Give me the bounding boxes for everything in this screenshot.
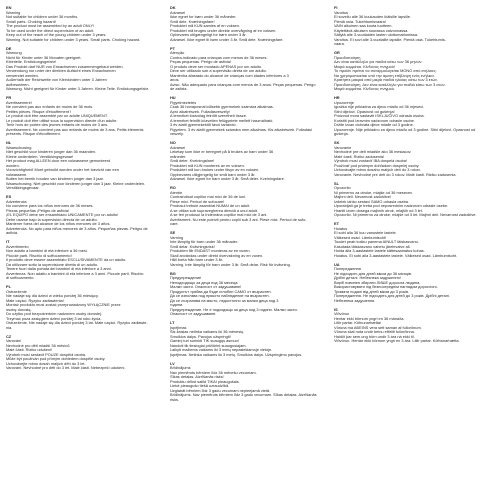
warning-text-line: verwendet werden.	[6, 73, 39, 78]
warning-text-line: VAIN aikuinen saa koota tuotteen.	[334, 24, 393, 28]
warning-text-line: Malé části. Riziko udušení!	[6, 348, 53, 352]
warning-text-line: Verstikkingsgevaar.	[6, 186, 40, 190]
warning-text-line: gušenja.	[334, 132, 349, 136]
warning-text-line: Aviso. Não adequado para crianças com menos de 3 anos. Peças pequenas. Perigo	[170, 82, 316, 87]
language-code: PL	[6, 284, 11, 289]
warning-text-line: Opozorilo. Ni primerno za otroke, mlajše od 3 let. Majhni deli. Nevarnost zadušitve.	[334, 213, 477, 217]
warning-text-line: Предупреждение	[170, 276, 202, 280]
column-1	[6, 6, 161, 496]
warning-text-line: To be used under the direct supervision of an adult.	[6, 28, 95, 33]
warning-text-line: Small parts. Choking hazard!	[6, 19, 56, 24]
warning-text-line: Oppbevares utilgjengelig for små barn under 3 år.	[170, 172, 256, 177]
language-code: IS	[334, 306, 338, 312]
language-block-hu	[170, 96, 325, 137]
warning-text-line: Voorzichtigheid! Moet gebruikt worden onder het toezicht van een	[6, 168, 119, 172]
warning-text-line: Дрібні деталі. Небезпека задушення!	[334, 276, 401, 280]
warning-text-line: Hoiatus	[334, 226, 348, 231]
warning-text-line: Hentar ekki börnum yngri en 36 mánaða.	[334, 316, 405, 321]
warning-text-line: Varning. Inte lämplig för barn under 3 år. Små delar. Risk för kvävning.	[170, 262, 291, 267]
warning-text-line: Deve ser utilizado sob a supervisão direta de um adulto.	[170, 69, 267, 73]
language-code: DK	[170, 6, 176, 10]
warning-text-line: Naudoti tik tiesiogiai prižiūrint suaugusiajam.	[170, 343, 247, 348]
warning-text-line: Výrobek musí sestavit POUZE dospělá osoba.	[6, 352, 87, 357]
warning-text-line: Gaminį turi surinkti TIK suaugęs asmuo!	[170, 339, 239, 343]
warning-text-line: Nav piemērots bērniem līdz 36 mēnešu vecumam.	[170, 370, 257, 375]
warning-text-line: Δεν είναι κατάλληλο για παιδιά κάτω των 36 μηνών.	[334, 60, 423, 64]
warning-text-line: Tenere fuori dalla portata dei bambini di età inferiore a 3 anni.	[6, 267, 112, 271]
language-block-hr	[334, 96, 489, 137]
warning-text-line: Małe części. Ryzyko zadławienia!	[6, 298, 64, 303]
language-block-ro	[170, 186, 325, 227]
warning-text-line: Nevhodné pro děti mladší 36 měsíců.	[6, 343, 71, 348]
language-block-pt	[170, 47, 325, 92]
warning-text-line: Piezas pequeñas ¡Peligro de asfixia!	[6, 208, 69, 213]
warning-text-line: Da utilizzare sotto la supervisione diretta di un adulto.	[6, 262, 99, 267]
language-block-de	[6, 47, 161, 92]
language-code: HU	[170, 95, 176, 100]
warning-text-line: Не підходить для дітей віком до 36 місяців.	[334, 271, 412, 276]
language-block-sk	[334, 141, 489, 177]
warning-text-line: Varování. Nevhodné pro děti do 3 let. Malé části. Nebezpečí udušení.	[6, 366, 126, 370]
warning-text-line: worden.	[6, 163, 20, 168]
warning-text-line: Κρατήστε μακριά από μικρά παιδιά ηλικίας κάτω των 3 ετών.	[334, 78, 439, 82]
warning-text-line: Produktet må bruges under direkte overvågning af en voksen.	[170, 28, 277, 33]
warning-text-line: Використовувати під безпосереднім наглядом дорослого.	[334, 285, 438, 289]
language-code: LT	[170, 320, 175, 325]
warning-text-line: A terméket kizárólag felnőtt szerelheti össze.	[170, 114, 247, 118]
language-block-bg	[170, 272, 325, 317]
language-block-en	[6, 6, 161, 42]
warning-text-line: Sīkas detaļas. Aizrīšanās risks!	[170, 375, 224, 379]
warning-text-line: Varoitus. Ei sovi alle 3-vuotiaille lapsille. Pieniä osia. Tukehtumis-	[334, 37, 446, 42]
warning-text-line: Uchovávejte mimo dosah malých dětí do 3 let.	[6, 361, 86, 366]
warning-text-line: Advarsel. Ikke egnet til børn under 3 år. Små dele. Kvælningsfare.	[170, 37, 284, 42]
warning-text-line: Používať pod priamym dohľadom dospelej osoby.	[334, 163, 420, 168]
warning-text-line: Kleine onderdelen. Verstikkingsgevaar!	[6, 154, 74, 159]
language-code: PT	[170, 45, 175, 51]
language-code: NL	[6, 140, 12, 145]
warning-text-line: Inte lämplig för barn under 36 månader.	[170, 240, 239, 244]
warning-text-line: O produto deve ser montado APENAS por um adulto.	[170, 64, 263, 69]
warning-text-line: Brīdinājums. Nav piemērots bērniem līdz 3 gadu vecumam. Sīkas detaļas. Aizrīšanās	[170, 393, 317, 397]
warning-text-line: Varovanie. Nevhodné pre deti do 3 rokov. Malé časti. Riziko zadusenia.	[334, 172, 457, 177]
warning-text-line: Niet geschikt voor kinderen jonger dan 36 maanden.	[6, 150, 97, 154]
language-code: LV	[170, 360, 175, 366]
warning-text-line: Varovanie	[334, 145, 352, 150]
language-block-et	[334, 222, 489, 258]
warning-text-line: Μικρά κομμάτια. Κίνδυνος πνιγμού!	[334, 64, 396, 69]
warning-text-line: A se feri produsul la îndemâna copiilor mai mici de 3 ani.	[170, 213, 268, 217]
warning-text-line: Små deler. Kvelningsfare!	[170, 159, 215, 163]
warning-text-line: de asfixia.	[170, 87, 188, 91]
warning-text-line: Do użytku pod bezpośrednim nadzorem osoby dorosłej.	[6, 312, 103, 316]
warning-text-line: Да се съхранява на място, недостъпно за малки деца под 3	[170, 298, 279, 303]
warning-text-line: Warning. Not suitable for children under 3 years. Small parts. Choking hazard.	[6, 37, 141, 42]
warning-text-line: Může být používán pod přímým dohledem dospělé osoby.	[6, 357, 106, 361]
language-code: HR	[334, 95, 340, 100]
language-code: SL	[334, 180, 339, 186]
warning-text-line: Produktet må KUN samles af en voksen.	[170, 24, 241, 28]
warning-text-line: Figyelem. 3 év alatti gyermekek számára nem alkalmas. Kis alkatrészek. Fulladási	[170, 127, 312, 132]
warning-text-line: Opozorilo	[334, 186, 351, 190]
language-code: FR	[6, 95, 12, 100]
warning-text-line: Advarsel	[170, 145, 186, 150]
warning-text-line: vaara.	[334, 42, 345, 46]
language-block-es	[6, 195, 161, 236]
warning-text-line: Попередження. Не підходить для дітей до 3 років. Дрібні деталі.	[334, 294, 450, 298]
warning-text-line: Warning	[6, 10, 21, 15]
warning-text-line: Προειδοποίηση. Δεν είναι κατάλληλο για παιδιά κάτω των 3 ετών.	[334, 82, 446, 87]
language-block-it	[6, 240, 161, 281]
warning-text-line: Käytettävä aikuisen suorassa valvonnassa.	[334, 28, 409, 33]
warning-text-line: Ikke egnet for børn under 36 måneder.	[170, 15, 237, 19]
language-code: IT	[6, 239, 10, 244]
warning-text-line: Igračka nije prikladna za djecu mlađu od 36 mjeseci.	[334, 105, 425, 109]
warning-text-line: volwassene.	[6, 172, 28, 177]
warning-text-line: Kleinteile. Erstickungsgefahr!	[6, 60, 57, 64]
warning-text-line: Šis žaislas netinka vaikams iki 36 mėnesių.	[170, 330, 245, 334]
warning-text-line: Advertencia	[6, 199, 27, 204]
warning-text-line: veszély.	[170, 132, 184, 136]
warning-text-line: Waarschuwing. Niet geschikt voor kinderen jonger dan 3 jaar. Kleine onderdelen.	[6, 181, 146, 186]
warning-text-line: Tenir hors de portée des jeunes enfants de moins de 3 ans.	[6, 123, 109, 127]
warning-text-line: asfixia.	[6, 231, 19, 235]
warning-text-line: Предупреждение. Не е подходящо за деца под 3 години. Малки части.	[170, 307, 298, 312]
warning-text-line: Montaż produktu musi zostać przeprowadzony WYŁĄCZNIE przez	[6, 303, 121, 307]
warning-text-line: Le produit doit être utilisé sous la supervision directe d'un adulte.	[6, 118, 118, 123]
language-block-ua	[334, 263, 489, 304]
warning-text-line: Il prodotto deve essere assemblato ESCLUSIVAMENTE da un adulto.	[6, 258, 127, 262]
warning-text-line: Nevhodné pre deti mladšie ako 36 mesiacov.	[334, 150, 412, 154]
warning-text-line: Lietot pieaugušo tiešā uzraudzībā.	[170, 384, 230, 388]
warning-text-line: Contra-indicado para crianças com menos de 36 meses.	[170, 55, 268, 60]
warning-text-line: Majhni deli. Nevarnost zadušitve!	[334, 195, 392, 199]
language-code: BG	[170, 270, 176, 276]
warning-text-line: Contraindicat copiilor mai mici de 36 de luni.	[170, 195, 247, 199]
warning-text-line: Avertissement. Ne convient pas aux enfants de moins de 3 ans. Petits éléments	[6, 127, 144, 132]
warning-text-line: måneder.	[170, 154, 187, 159]
warning-text-line: Kasutada täiskasvanu vahetu järelevalve all.	[334, 244, 411, 249]
warning-text-line: Advertencia. No apto para niños menores de 3 años. Pequeñas piezas. Peligro de	[6, 226, 148, 231]
language-block-gr	[334, 51, 489, 92]
column-3	[334, 6, 489, 496]
warning-text-line: Produsul trebuie asamblat NUMAI de un adult.	[170, 204, 251, 208]
warning-text-line: care.	[170, 222, 179, 226]
language-block-fr	[6, 96, 161, 137]
language-block-pl	[6, 285, 161, 330]
warning-text-line: Izdelek lahko sestavi SAMO odrasla oseba.	[334, 199, 410, 204]
warning-text-line: Mantenha afastado do alcance de crianças com idades inferiores a 3	[170, 73, 289, 78]
warning-text-line: Atenção	[170, 51, 185, 55]
warning-text-line: Малки части. Опасност от задушаване!	[170, 285, 242, 289]
warning-text-line: A terméket felnőtt közvetlen felügyelete mellett használható.	[170, 118, 274, 123]
language-code: RO	[170, 185, 176, 190]
warning-text-line: Pieniä osia. Tukehtumisvaara!	[334, 19, 386, 24]
warning-text-line: Außerhalb der Reichweite von Kleinkindern unter 3 Jahren	[6, 78, 107, 82]
warning-text-line: Toodet peab kokku panema AINULT täiskasvanu.	[334, 240, 419, 244]
warning-text-line: Figyelmeztetés	[170, 100, 197, 105]
warning-text-line: Продуктът трябва да бъде сглобен САМО от възрастен.	[170, 289, 272, 294]
warning-text-line: Proizvod mora sastaviti ISKLJUČIVO odrasla osoba.	[334, 114, 425, 118]
language-code: SE	[170, 230, 176, 235]
warning-text-line: Nie nadaje się dla dzieci w wieku poniżej 36 miesięcy.	[6, 294, 99, 298]
warning-text-line: Laikyti mažiems vaikams iki 3 metų nepasiekiamoje vietoje.	[170, 348, 273, 352]
warning-text-line: Uchovávajte mimo dosahu malých detí do 3 rokov.	[334, 168, 421, 172]
warning-text-line: Ostrzeżenie. Nie nadaje się dla dzieci poniżej 3 lat. Małe części. Ryzyko zadławie-	[6, 321, 148, 325]
warning-text-line: Små delar. Kvävningsrisk!	[170, 244, 215, 249]
language-block-cz	[6, 335, 161, 371]
warning-text-line: No conviene para los niños menores de 36 meses.	[6, 204, 94, 208]
warning-text-line: Vöruna skal nota undir beinu eftirliti fullorðinna.	[334, 330, 415, 334]
warning-text-line: Προειδοποίηση	[334, 55, 361, 60]
warning-text-line: Warnung. Nicht geeignet für Kinder unter 3 Jahren. Kleine Teile. Erstickungsgefahr.	[6, 87, 149, 91]
language-code: GR	[334, 50, 340, 55]
warning-text-line: Debe usarse bajo la supervisión directa de un adulto.	[6, 217, 98, 222]
warning-text-line: Malé časti. Riziko zadusenia!	[334, 154, 385, 159]
warning-text-line: Trzymać poza zasięgiem dzieci poniżej 3 lat roku życia.	[6, 316, 102, 321]
warning-text-line: Upozorenje	[334, 100, 354, 105]
warning-text-line: Piccole parti. Rischio di soffocamento!	[6, 253, 72, 258]
warning-text-line: Produktu drīkst salikt TIKAI pieaugušais.	[170, 379, 240, 384]
warning-text-line: Viðvörun	[334, 312, 350, 316]
warning-text-line: Apró alkatrészek. Fulladásveszély!	[170, 109, 230, 114]
warning-text-line: Petites pièces. Risque d'étouffement !	[6, 109, 72, 114]
warning-text-line: Buiten het bereik houden van kinderen jonger dan 3 jaar.	[6, 177, 104, 181]
warning-text-line: Ei sobi alla 36 kuu vanustele lastele.	[334, 231, 397, 235]
warning-text-line: Skall användas under direkt övervakning av en vuxen.	[170, 253, 264, 258]
warning-text-line: Попередження	[334, 267, 361, 271]
warning-text-line: Avertisment. Nu este potrivit pentru copiii sub 3 ani. Piese mici. Pericol de sufo-	[170, 217, 307, 222]
warning-text-line: Produktet må KUN monteres av en voksen.	[170, 163, 245, 168]
warning-text-line: Le produit doit être assemblé par un adulte UNIQUEMENT.	[6, 114, 108, 118]
warning-text-line: Mantener fuera del alcance de los niños menores de 3 años.	[6, 222, 111, 226]
language-code: ET	[334, 221, 339, 226]
warning-text-line: Το προϊόν πρέπει να συναρμολογείται ΜΟΝΟ από ενήλικες.	[334, 69, 437, 73]
warning-text-line: Nicht für Kinder unter 36 Monaten geeignet.	[6, 55, 82, 60]
warning-text-line: Виріб повинен збирати ЛИШЕ доросла людина.	[334, 280, 421, 285]
warning-text-line: ¡EL EQUIPO debe ser ensamblado UNICAMENTE por un adulto!	[6, 213, 119, 217]
warning-text-line: Sitni dijelovi. Opasnost od gušenja!	[334, 109, 395, 114]
column-2	[170, 6, 325, 496]
warning-text-line: Warnung	[6, 51, 22, 55]
language-block-nl	[6, 141, 161, 191]
warning-text-line: anos.	[170, 78, 180, 82]
warning-text-line: Varning	[170, 235, 184, 240]
warning-text-line: Säilytä alle 3-vuotiaiden lasten ulottumattomissa.	[334, 33, 419, 37]
language-code: NO	[170, 140, 176, 145]
warning-text-line: Små dele. Kvælningsfare!	[170, 19, 215, 24]
warning-text-line: A se utiliza sub supravegherea directă a unui adult.	[170, 208, 259, 213]
warning-text-line: Smulkios dalys. Pavojus užspringti!	[170, 334, 231, 339]
warning-text-line: Hoiatus. Ei sobi alla 3-aastastele lastele. Väikesed osad. Lämbumisoht.	[334, 253, 458, 258]
language-block-dk	[170, 6, 325, 42]
warning-text-line: Avvertimento	[6, 244, 29, 249]
language-code: SK	[334, 140, 340, 145]
warning-text-line: Ne convient pas aux enfants de moins de 36 mois.	[6, 105, 94, 109]
warning-text-line: Uzglabāt bērniem līdz 3 gadu vecumam nepieejamā vietā.	[170, 388, 271, 393]
warning-text-line: Peças pequenas. Perigo de asfixia!	[170, 60, 231, 64]
language-code: ES	[6, 194, 12, 199]
warning-text-line: Hoida alla 3-aastastele lastele kättesaamatus kohas.	[334, 249, 425, 253]
language-code: UA	[334, 261, 340, 267]
warning-text-line: Opbevares utilgængeligt for børn under 3 år.	[170, 33, 247, 37]
warning-text-line: Het product mag ALLEEN door een volwassene gemonteerd	[6, 159, 111, 163]
warning-text-line: nia.	[6, 325, 13, 330]
language-code: FI	[334, 6, 338, 10]
warning-text-line: години.	[170, 303, 184, 307]
warning-text-line: Verwendung nur unter der direkten Aufsicht eines Erwachsenen	[6, 69, 116, 73]
warning-text-line: risks.	[170, 397, 180, 402]
warning-text-line: Vöruna má AÐEINS vera sett saman af fullorðnum.	[334, 325, 422, 330]
language-block-no	[170, 141, 325, 182]
warning-text-line: osobę dorosłą.	[6, 307, 32, 312]
warning-text-line: Uporabljati ga je treba pod neposrednim nadzorom odrasle osebe.	[334, 204, 449, 208]
warning-text-line: Keep out of the reach of the young children under 3 years.	[6, 33, 107, 37]
warning-text-line: Ostrzeżenie	[6, 289, 27, 294]
warning-text-line: Waarschuwing	[6, 145, 32, 150]
warning-text-line: Csak 36 hónaposnál idősebb gyermekek számára alkalmas.	[170, 105, 274, 109]
warning-text-line: Advarsel	[170, 10, 186, 15]
language-block-lt	[170, 321, 325, 357]
warning-text-line: Litlir partar. Köfnunarhætta!	[334, 321, 382, 325]
warning-text-line: Produktet må kun brukes under tilsyn av en voksen.	[170, 168, 260, 172]
warning-text-line: Ni primerno za otroke, mlajše od 36 mesecev.	[334, 190, 413, 195]
warning-text-line: Небезпека задушення.	[334, 298, 376, 303]
warning-text-line: Опасност от задушаване.	[170, 312, 217, 316]
warning-text-line: Avvertenza. Non adatto a bambini di età inferiore a 3 anni. Piccole parti. Rischio	[6, 271, 144, 276]
warning-text-line: Upozorenje. Nije prikladno za djecu mlađu od 3 godine. Sitni dijelovi. Opasnost od	[334, 127, 476, 132]
language-code: DE	[6, 45, 12, 51]
warning-text-line: Väikesed osad. Lämbumisoht!	[334, 235, 387, 240]
warning-text-line: Non adatto a bambini di età inferiore a 36 mesi.	[6, 249, 88, 253]
language-block-lv	[170, 362, 325, 403]
language-block-fi	[334, 6, 489, 47]
warning-text-line: Varoitus	[334, 10, 348, 15]
warning-text-line: Brīdinājums	[170, 366, 191, 370]
warning-text-line: di soffocamento.	[6, 276, 35, 280]
warning-text-line: Įspėjimas	[170, 325, 187, 330]
warning-text-line: Viðvörun. Hentar ekki börnum yngri en 3 ára. Litlir partar. Köfnunarhætta.	[334, 339, 460, 343]
warning-text-line: présents. Risque d'étouffement.	[6, 132, 61, 136]
warning-text-line: The product must be assembled by an adult ONLY!	[6, 24, 95, 28]
warning-text-line: Das Produkt darf NUR von Erwachsenen zusammengebaut werden.	[6, 64, 124, 69]
warning-text-line: Koristiti pod izravnim nadzorom odrasle osobe.	[334, 118, 415, 123]
warning-text-line: Atenție	[170, 190, 183, 195]
warning-text-line: 3 év alatti gyermekektől távol tartandó.	[170, 123, 237, 127]
warning-text-line: Haldið þar sem ung börn undir 3 ára ná ekki til.	[334, 334, 415, 339]
warning-text-line: Avertissement!	[6, 100, 32, 105]
warning-text-line: Тримати подалі від дітей віком до 3 років.	[334, 289, 410, 294]
language-code: EN	[6, 6, 12, 10]
warning-text-line: Varování	[6, 339, 22, 343]
warning-text-line: Advarsel. Ikke egnet for barn under 3 år. Små deler. Kvelningsfare.	[170, 177, 285, 181]
warning-text-line: Να χρησιμοποιείται υπό την άμεση επίβλεψη ενός ενήλικα.	[334, 73, 435, 78]
warning-text-line: Hraniti izven dosega majhnih otrok, mlajših od 3 let.	[334, 208, 423, 213]
warning-text-line: Håll borta från barn under 3 år.	[170, 258, 223, 262]
warning-text-line: Piese mici. Pericol de sufocare!	[170, 199, 225, 204]
warning-text-line: Ei sovellu alle 36 kuukauden ikäisille lapsille.	[334, 15, 411, 19]
warning-text-line: Produkten får ENDAST monteras av en vuxen.	[170, 249, 251, 253]
warning-text-line: Да се използва под прякото наблюдение на възрастен.	[170, 294, 270, 298]
language-code: CZ	[6, 333, 12, 339]
language-block-se	[170, 231, 325, 267]
warning-text-line: aufbewahren.	[6, 82, 30, 87]
language-block-is	[334, 308, 489, 344]
warning-text-line: Not suitable for children under 36 months.	[6, 15, 79, 19]
warning-text-line: Неподходящо за деца под 36 месеца.	[170, 280, 239, 285]
warning-text-line: Leketøy som ikke er beregnet på å brukes av barn under 36	[170, 150, 274, 154]
warning-text-line: Výrobok musí zostaviť IBA dospelá osoba!	[334, 159, 408, 163]
warning-text-line: Držite izvan dohvata djece mlađe od 3 godine.	[334, 123, 414, 127]
warning-text-line: Μικρά κομμάτια. Κίνδυνος πνιγμού.	[334, 87, 396, 91]
language-block-sl	[334, 182, 489, 218]
warning-text-line: Įspėjimas. Netinka vaikams iki 3 metų. Smulkios dalys. Užspringimo pavojus.	[170, 352, 303, 357]
